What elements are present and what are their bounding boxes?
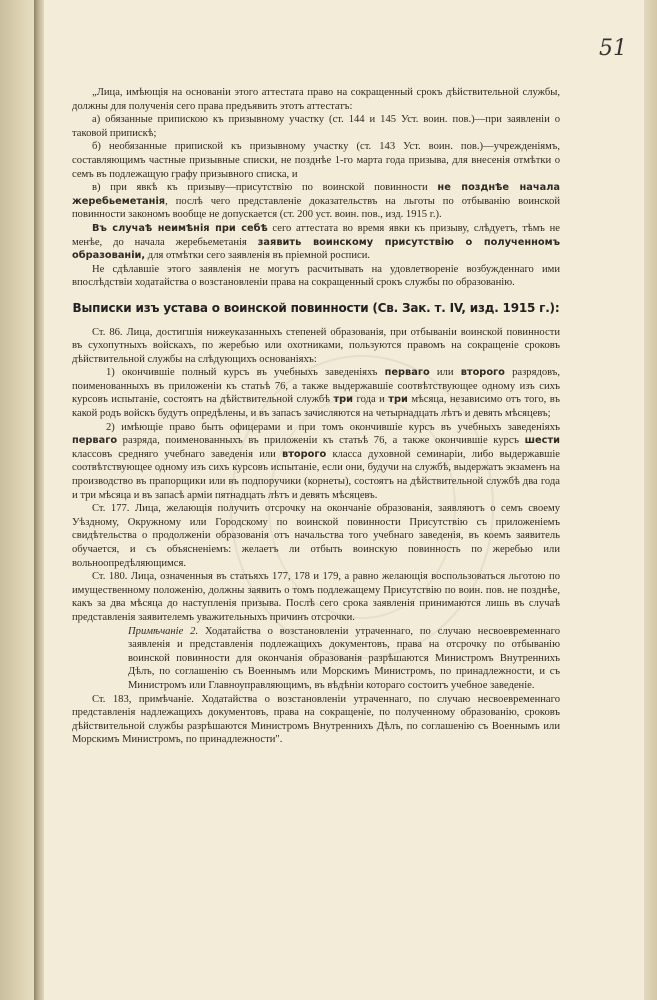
absence-mid: сего аттестата во время явки къ призыву, слѣдуетъ, тѣмъ не менѣе, до начала жеребьеметанія: [72, 222, 560, 248]
previous-page-strip: [0, 0, 34, 1000]
intro-item-v-bold: не позднѣе начала жеребьеметанія: [72, 182, 560, 207]
article-86-item-1-text-c: или: [429, 367, 461, 379]
article-86-item-2: [72, 421, 560, 503]
book-binding: [34, 0, 44, 1000]
page-edge: [644, 0, 657, 1000]
absence-paragraph: [72, 222, 560, 263]
note-2-label: Примѣчаніе 2.: [128, 625, 199, 637]
article-86-item-2-text-c: разряда, поименованныхъ въ приложеніи къ статьѣ 76, а также окончившіе курсъ: [117, 435, 525, 447]
article-86-item-1-text-a: 1) окончившіе полный курсъ въ учебныхъ заведеніяхъ: [106, 367, 385, 379]
intro-paragraph: „Лица, имѣющія на основаніи этого аттестата право на сокращенный срокъ дѣйствительной службы, должны для полученія сего права предъявить этотъ аттестатъ:: [72, 87, 560, 112]
intro-item-v-start: в) при явкѣ къ призыву—присутствію по воинской повинности: [92, 182, 428, 194]
article-86-item-1: [72, 366, 560, 420]
page-number: 51: [599, 36, 627, 61]
section-heading: Выписки изъ устава о воинской повинности (Св. Зак. т. IV, изд. 1915 г.):: [72, 300, 560, 315]
article-86-item-1-text-f: мѣсяца, независимо отъ того, въ какой родъ войскъ будутъ опредѣлены, и въ запасъ зачисляются на четырнадцать лѣтъ и девять мѣсяцевъ;: [72, 394, 560, 420]
article-86-intro: Ст. 86. Лица, достигшія нижеуказанныхъ степеней образованія, при отбываніи воинской повинности въ сухопутныхъ войскахъ, по жеребью или охотниками, пользуются правомъ на сокращеніе сроковъ дѣйствительной службы на слѣдующихъ основаніяхъ:: [72, 326, 560, 365]
article-86-item-1-bold-first: перваго: [384, 367, 430, 379]
intro-item-b: б) необязанные припиской къ призывному участку (ст. 143 Уст. воин. пов.)—учрежденіямъ, составляющимъ частные призывные списки, не позднѣе 1-го марта года призыва, для внесенія отмѣтки о семъ въ подлежащую графу призывного списка, и: [72, 141, 560, 180]
article-86-item-2-text-e: класса духовной семинаріи, либо выдержавшіе соотвѣтствующее одному изъ сихъ курсовъ испытаніе, если они, будучи на службѣ, выдержатъ экзаменъ на производство въ прапорщики или въ подпоручики (корнеты), состоятъ на дѣйствительной службѣ два года и три мѣсяца и въ запасѣ арміи пятнадцать лѣтъ и девять мѣсяцевъ.: [72, 448, 560, 501]
no-claim-paragraph: Не сдѣлавшіе этого заявленія не могутъ расчитывать на удовлетвореніе возбужденнаго ими впослѣдствіи ходатайства о возстановленіи права на сокращенный срокъ службы по образованію.: [72, 263, 560, 289]
article-86-item-2-bold-first: перваго: [72, 435, 118, 447]
absence-bold-instruction: заявить воинскому присутствію о полученномъ образованіи,: [72, 236, 560, 262]
article-86-item-1-text-e: года и: [353, 394, 389, 406]
intro-item-v: [72, 181, 560, 222]
article-183-note: Ст. 183, примѣчаніе. Ходатайства о возстановленіи утраченнаго, по случаю несвоевременнаго представленія надлежащихъ документовъ, права на сокращеніе, по полученному образованію, сроковъ дѣйствительной службы разрѣшаются Министромъ Внутреннихъ Дѣлъ, по соглашенію съ Военнымъ или Морскимъ Министромъ, по принадлежности".: [72, 693, 560, 746]
article-177: Ст. 177. Лица, желающія получить отсрочку на окончаніе образованія, заявляютъ о семъ своему Уѣздному, Окружному или Городскому по воинской повинности Присутствію съ приложеніемъ свидѣтельства о продолженіи образованія отъ начальства того учебнаго заведенія, въ коемъ заявитель обучается, и съ объясненіемъ: желаетъ ли отбыть воинскую повинность по жеребью или вольноопредѣляющимся.: [72, 503, 560, 569]
note-2-text: Ходатайства о возстановленіи утраченнаго, по случаю несвоевременнаго заявленія и представленія подлежащихъ документовъ, права на отсрочку по отбыванію воинской повинности для окончанія образованія разрѣшаются Министромъ Внутреннихъ Дѣлъ, по соглашенію съ Военнымъ или Морскимъ Министромъ, по принадлежности, и съ Министромъ или Главноуправляющимъ, въ вѣдѣніи котораго состоитъ учебное заведеніе.: [128, 625, 560, 691]
article-86-item-2-bold-six: шести: [524, 435, 560, 447]
document-text: [72, 86, 560, 747]
absence-bold-lead: Въ случаѣ неимѣнія при себѣ: [92, 222, 268, 234]
article-180: Ст. 180. Лица, означенныя въ статьяхъ 177, 178 и 179, а равно желающія воспользоваться льготою по имущественному положенію, должны заявить о томъ подлежащему Присутствію по воин. пов. не позднѣе, какъ за два мѣсяца до наступленія призыва. Послѣ сего срока заявленія принимаются лишь въ случаѣ представленія заявителемъ уважительныхъ причинъ отсрочки.: [72, 571, 560, 623]
article-86-item-1-text-d: разрядовъ, поименованныхъ въ приложеніи къ статьѣ 76, а также выдержавшіе соотвѣтствующее одному изъ сихъ курсовъ испытаніе, состоятъ на дѣйствительной службѣ: [72, 367, 560, 406]
absence-end: для отмѣтки сего заявленія въ пріемной росписи.: [145, 250, 371, 262]
article-86-item-2-bold-second: второго: [282, 448, 327, 460]
article-86-item-1-bold-three-years: три: [333, 394, 354, 406]
article-86-item-1-bold-second: второго: [460, 367, 505, 379]
article-86-item-1-bold-three-months: три: [388, 394, 408, 406]
intro-item-v-end: , послѣ чего представленіе доказательствъ на льготы по отбыванію воинской повинности закономъ вообще не допускается (ст. 200 уст. воин. пов., изд. 1915 г.).: [72, 195, 560, 221]
article-86-item-2-text-a: 2) имѣющіе право быть офицерами и при томъ окончившіе курсъ въ учебныхъ заведеніяхъ: [106, 421, 560, 433]
article-86-item-2-text-d: классовъ средняго учебнаго заведенія или: [72, 448, 283, 460]
article-180-note-2: [128, 625, 560, 693]
intro-item-a: а) обязанные припискою къ призывному участку (ст. 144 и 145 Уст. воин. пов.)—при заявленіи о таковой припискѣ;: [72, 114, 560, 139]
